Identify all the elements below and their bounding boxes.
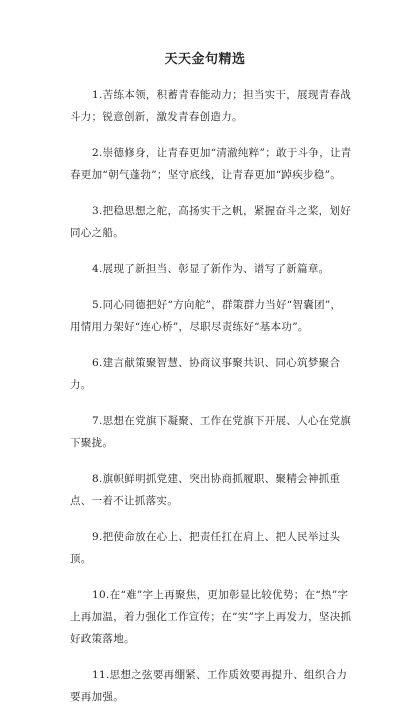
- quote-list: [70, 84, 352, 722]
- quote-item-6: 6.建言献策聚智慧、协商议事聚共识、同心筑梦聚合力。: [70, 357, 341, 391]
- quote-item-8: 8.旗帜鲜明抓党建、突出协商抓履职、聚精会神抓重点、一着不让抓落实。: [70, 473, 341, 507]
- quote-item-5: 5.同心同德把好“方向舵”，群策群力当好“智囊团”，用情用力架好“连心桥”，尽职尽责练好“基本功”。: [70, 299, 342, 333]
- quote-item-7: 7.思想在党旗下凝聚、工作在党旗下开展、人心在党旗下聚拢。: [70, 415, 352, 449]
- quote-item-10: 10.在“难”字上再聚焦，更加彰显比较优势；在“热”字上再加温，着力强化工作宣传；在“实”字上再发力，坚决抓好政策落地。: [70, 589, 352, 645]
- quote-item-11: 11.思想之弦要再绷紧、工作质效要再提升、组织合力要再加强。: [70, 669, 348, 703]
- quote-item-4: 4.展现了新担当、彰显了新作为、谱写了新篇章。: [92, 263, 330, 275]
- quote-item-9: 9.把使命放在心上、把责任扛在肩上、把人民举过头顶。: [70, 531, 341, 565]
- quote-item-3: 3.把稳思想之舵，高扬实干之帆，紧握奋斗之桨，划好同心之船。: [70, 205, 352, 239]
- quote-item-2: 2.崇德修身，让青春更加“清澈纯粹”；敢于斗争，让青春更加“朝气蓬勃”；坚守底线，让青春更加“踔疾步稳”。: [70, 147, 352, 181]
- quote-item-1: 1.苦练本领，积蓄青春能动力；担当实干，展现青春战斗力；锐意创新，激发青春创造力。: [70, 89, 352, 123]
- document-title: 天天金句精选: [164, 52, 246, 67]
